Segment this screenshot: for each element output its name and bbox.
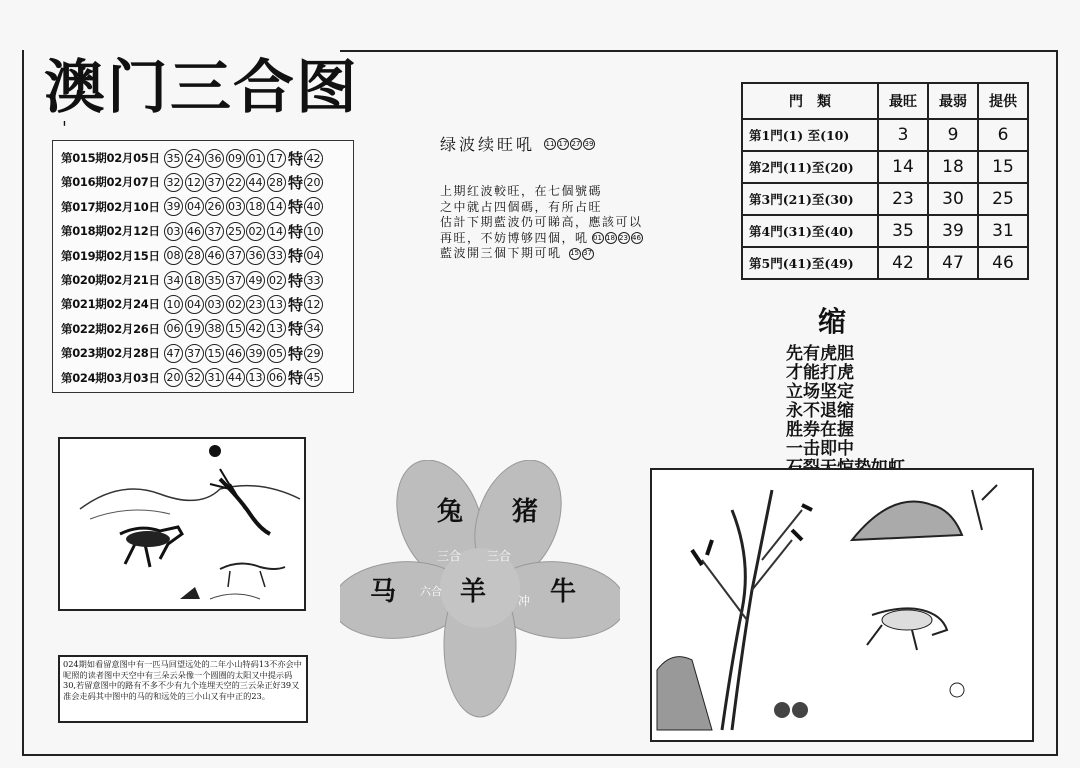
frame-top-line bbox=[340, 50, 1058, 52]
draw-row bbox=[61, 171, 325, 193]
draw-label: 第015期02月05日 bbox=[61, 151, 160, 165]
draw-label: 第024期03月03日 bbox=[61, 370, 160, 385]
mini-ball: 18 bbox=[605, 232, 617, 244]
number-ball: 19 bbox=[185, 319, 204, 338]
mini-ball: 27 bbox=[571, 139, 581, 148]
draw-row bbox=[61, 293, 325, 315]
mini-ball: 23 bbox=[618, 232, 630, 244]
mini-ball: 17 bbox=[558, 139, 568, 148]
draw-label: 第022期02月26日 bbox=[61, 321, 160, 336]
number-ball: 18 bbox=[185, 271, 204, 290]
number-ball: 02 bbox=[246, 222, 265, 241]
number-ball: 32 bbox=[185, 368, 204, 387]
number-ball: 37 bbox=[226, 246, 245, 265]
poem bbox=[786, 345, 905, 478]
hdr-cold: 最弱 bbox=[928, 83, 978, 119]
group-cell-hot: 35 bbox=[878, 215, 928, 247]
draw-label: 第017期02月10日 bbox=[61, 199, 160, 214]
special-label: 特 bbox=[288, 149, 304, 168]
group-cell-cold: 47 bbox=[928, 247, 978, 279]
number-ball: 33 bbox=[267, 246, 286, 265]
draw-label: 第023期02月28日 bbox=[61, 346, 160, 361]
relation-sanhe-2: 三合 bbox=[487, 549, 512, 563]
special-ball: 12 bbox=[304, 295, 323, 314]
group-cell-name: 第5門(41)至(49) bbox=[742, 247, 878, 279]
number-ball: 14 bbox=[267, 222, 286, 241]
draw-row bbox=[61, 196, 325, 218]
group-cell-name: 第4門(31)至(40) bbox=[742, 215, 878, 247]
group-cell-name: 第3門(21)至(30) bbox=[742, 183, 878, 215]
number-ball: 15 bbox=[205, 344, 224, 363]
hdr-hot: 最旺 bbox=[878, 83, 928, 119]
number-ball: 06 bbox=[164, 319, 183, 338]
number-ball: 37 bbox=[185, 344, 204, 363]
number-ball: 06 bbox=[267, 368, 286, 387]
group-row bbox=[742, 183, 1028, 215]
poem-line: 立场坚定 bbox=[786, 382, 854, 402]
number-ball: 12 bbox=[185, 173, 204, 192]
number-ball: 20 bbox=[164, 368, 183, 387]
number-ball: 31 bbox=[205, 368, 224, 387]
group-cell-cold: 9 bbox=[928, 119, 978, 151]
group-table-header bbox=[742, 83, 1028, 119]
number-ball: 15 bbox=[226, 319, 245, 338]
number-ball: 09 bbox=[226, 149, 245, 168]
mini-ball: 39 bbox=[584, 139, 594, 148]
group-cell-hot: 14 bbox=[878, 151, 928, 183]
number-ball: 37 bbox=[226, 271, 245, 290]
special-label: 特 bbox=[288, 320, 304, 339]
relation-chong: 冲 bbox=[518, 594, 531, 608]
group-cell-offer: 25 bbox=[978, 183, 1028, 215]
number-ball: 02 bbox=[267, 271, 286, 290]
draw-label: 第019期02月15日 bbox=[61, 248, 160, 263]
number-ball: 42 bbox=[246, 319, 265, 338]
number-ball: 04 bbox=[185, 295, 204, 314]
draw-row bbox=[61, 245, 325, 267]
group-cell-cold: 30 bbox=[928, 183, 978, 215]
group-row bbox=[742, 247, 1028, 279]
special-ball: 42 bbox=[304, 149, 323, 168]
number-ball: 28 bbox=[185, 246, 204, 265]
number-ball: 03 bbox=[226, 197, 245, 216]
para-line-3: 估計下期藍波仍可睇高，應該可以 bbox=[440, 215, 643, 229]
number-ball: 34 bbox=[164, 271, 183, 290]
special-label: 特 bbox=[288, 271, 304, 290]
mini-ball: 46 bbox=[631, 232, 643, 244]
mini-ball: 15 bbox=[569, 248, 581, 260]
group-cell-offer: 6 bbox=[978, 119, 1028, 151]
number-ball: 49 bbox=[246, 271, 265, 290]
number-ball: 04 bbox=[185, 197, 204, 216]
number-ball: 47 bbox=[164, 344, 183, 363]
number-ball: 44 bbox=[246, 173, 265, 192]
label-goat: 羊 bbox=[460, 577, 487, 607]
draw-row bbox=[61, 318, 325, 340]
special-ball: 33 bbox=[304, 271, 323, 290]
number-ball: 46 bbox=[185, 222, 204, 241]
number-ball: 35 bbox=[205, 271, 224, 290]
number-ball: 13 bbox=[267, 319, 286, 338]
number-ball: 10 bbox=[164, 295, 183, 314]
special-ball: 34 bbox=[304, 319, 323, 338]
special-label: 特 bbox=[288, 369, 304, 388]
label-rabbit: 兔 bbox=[437, 497, 464, 527]
number-ball: 36 bbox=[205, 149, 224, 168]
poem-line: 先有虎胆 bbox=[786, 344, 854, 364]
special-ball: 29 bbox=[304, 344, 323, 363]
para-line-4: 再旺，不妨博够四個，吼 01 18 23 46 bbox=[440, 230, 641, 245]
number-ball: 02 bbox=[226, 295, 245, 314]
number-ball: 46 bbox=[226, 344, 245, 363]
hint-note: 024期如看留意图中有一匹马回望远处的二年小山特码13不亦会中呢照的读者图中天空中有三朵云朵像一个圆圈的太阳又中提示码30,若留意图中的路有不多不少有九个连埋天空的三云朵正好39又准会走码其中图中的马的和远处的三小山又有中正的23。 bbox=[58, 655, 308, 723]
special-ball: 20 bbox=[304, 173, 323, 192]
para-line-2: 之中就占四個碼，有所占旺 bbox=[440, 199, 603, 214]
hdr-offer: 提供 bbox=[978, 83, 1028, 119]
horse-landscape-picture bbox=[58, 437, 306, 611]
special-ball: 04 bbox=[304, 246, 323, 265]
group-cell-offer: 46 bbox=[978, 247, 1028, 279]
poem-line: 永不退缩 bbox=[786, 401, 854, 421]
group-cell-name: 第1門(1) 至(10) bbox=[742, 119, 878, 151]
number-ball: 37 bbox=[205, 173, 224, 192]
number-ball: 32 bbox=[164, 173, 183, 192]
number-ball: 17 bbox=[267, 149, 286, 168]
special-label: 特 bbox=[288, 295, 304, 314]
zodiac-flower bbox=[340, 460, 620, 720]
group-row bbox=[742, 215, 1028, 247]
group-cell-cold: 18 bbox=[928, 151, 978, 183]
green-wave-heading bbox=[440, 132, 595, 155]
group-cell-hot: 3 bbox=[878, 119, 928, 151]
mini-ball: 01 bbox=[592, 232, 604, 244]
group-table bbox=[741, 82, 1029, 280]
draw-row bbox=[61, 342, 325, 364]
draw-row bbox=[61, 367, 325, 389]
draw-label: 第020期02月21日 bbox=[61, 273, 160, 287]
group-cell-cold: 39 bbox=[928, 215, 978, 247]
number-ball: 39 bbox=[246, 344, 265, 363]
number-ball: 08 bbox=[164, 246, 183, 265]
page-title: 澳门三合图 bbox=[44, 53, 360, 121]
draw-row bbox=[61, 147, 325, 169]
group-row bbox=[742, 151, 1028, 183]
relation-sanhe-1: 三合 bbox=[437, 549, 462, 563]
mini-ball: 37 bbox=[582, 248, 594, 260]
group-cell-offer: 31 bbox=[978, 215, 1028, 247]
draw-label: 第021期02月24日 bbox=[61, 297, 160, 312]
poem-line: 才能打虎 bbox=[786, 363, 854, 383]
special-label: 特 bbox=[288, 344, 304, 363]
number-ball: 35 bbox=[164, 149, 183, 168]
tree-mountain-picture bbox=[650, 468, 1034, 742]
special-ball: 45 bbox=[304, 368, 323, 387]
para-line-5: 藍波開三個下期可吼 15 37 bbox=[440, 246, 592, 260]
number-ball: 03 bbox=[164, 222, 183, 241]
number-ball: 44 bbox=[226, 368, 245, 387]
group-row bbox=[742, 119, 1028, 151]
horse-landscape-drawing bbox=[60, 439, 304, 609]
group-cell-hot: 23 bbox=[878, 183, 928, 215]
special-ball: 10 bbox=[304, 222, 323, 241]
number-ball: 13 bbox=[246, 368, 265, 387]
number-ball: 25 bbox=[226, 222, 245, 241]
number-ball: 36 bbox=[246, 246, 265, 265]
number-ball: 46 bbox=[205, 246, 224, 265]
number-ball: 13 bbox=[267, 295, 286, 314]
special-label: 特 bbox=[288, 173, 304, 192]
green-wave-title: 绿波续旺吼 bbox=[440, 135, 536, 154]
number-ball: 18 bbox=[246, 197, 265, 216]
relation-liuhe: 六合 bbox=[420, 585, 442, 598]
hdr-category: 門 類 bbox=[742, 83, 878, 119]
tree-mountain-drawing bbox=[652, 470, 1032, 740]
number-ball: 24 bbox=[185, 149, 204, 168]
special-ball: 40 bbox=[304, 197, 323, 216]
number-ball: 22 bbox=[226, 173, 245, 192]
number-ball: 05 bbox=[267, 344, 286, 363]
analysis-paragraph bbox=[440, 184, 690, 262]
draw-row bbox=[61, 220, 325, 242]
label-pig: 猪 bbox=[512, 497, 539, 527]
number-ball: 01 bbox=[246, 149, 265, 168]
group-cell-name: 第2門(11)至(20) bbox=[742, 151, 878, 183]
draw-results-table bbox=[52, 140, 354, 393]
label-horse: 马 bbox=[370, 577, 397, 607]
group-cell-offer: 15 bbox=[978, 151, 1028, 183]
poem-line: 一击即中 bbox=[786, 439, 854, 459]
draw-row bbox=[61, 269, 325, 291]
number-ball: 14 bbox=[267, 197, 286, 216]
poem-line: 胜券在握 bbox=[786, 420, 854, 440]
number-ball: 23 bbox=[246, 295, 265, 314]
special-label: 特 bbox=[288, 222, 304, 241]
special-label: 特 bbox=[288, 198, 304, 217]
corner-mark: ' bbox=[62, 118, 67, 139]
number-ball: 38 bbox=[205, 319, 224, 338]
number-ball: 28 bbox=[267, 173, 286, 192]
shrink-heading: 缩 bbox=[818, 305, 847, 338]
number-ball: 03 bbox=[205, 295, 224, 314]
mini-ball: 11 bbox=[545, 139, 555, 148]
label-ox: 牛 bbox=[550, 577, 577, 607]
draw-label: 第018期02月12日 bbox=[61, 224, 160, 239]
number-ball: 37 bbox=[205, 222, 224, 241]
number-ball: 26 bbox=[205, 197, 224, 216]
special-label: 特 bbox=[288, 247, 304, 266]
group-cell-hot: 42 bbox=[878, 247, 928, 279]
draw-label: 第016期02月07日 bbox=[61, 175, 160, 190]
number-ball: 39 bbox=[164, 197, 183, 216]
para-line-1: 上期红波較旺，在七個號碼 bbox=[440, 184, 603, 198]
